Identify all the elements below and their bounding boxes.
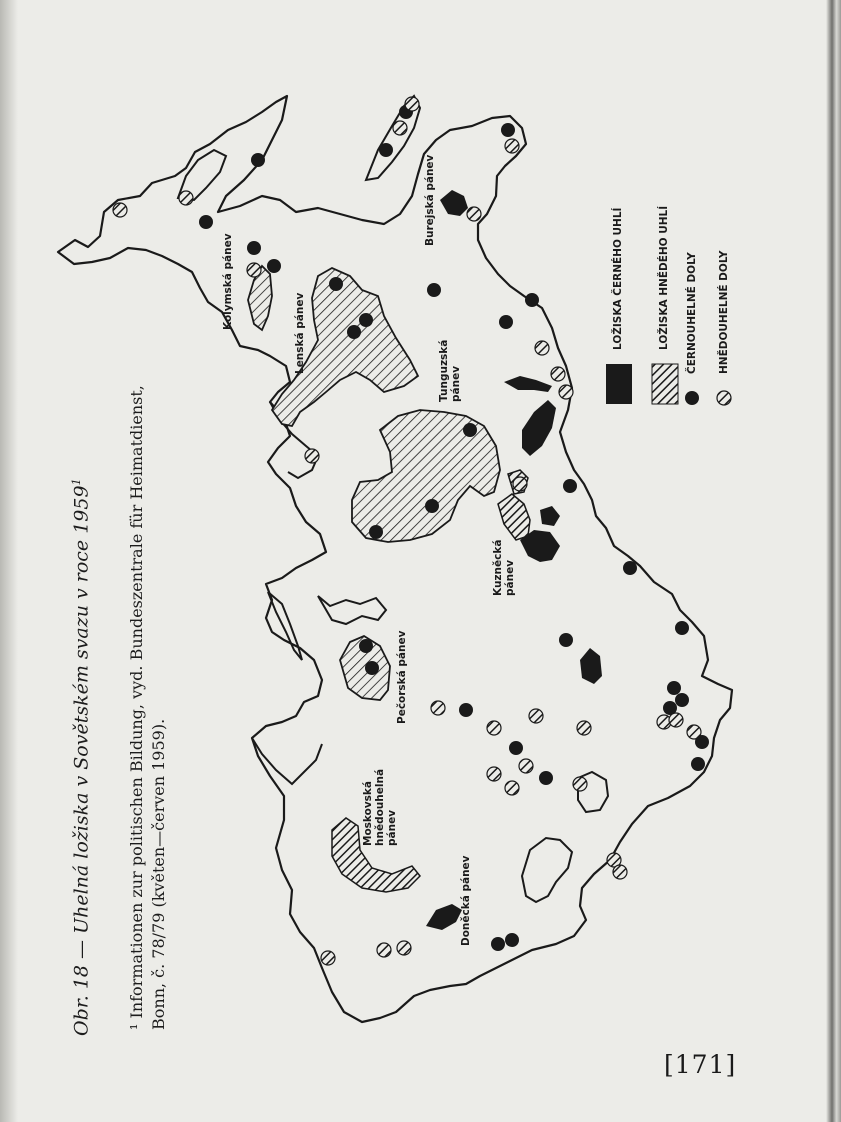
figure-caption: Obr. 18 — Uhelná ložiska v Sovětském svazu v roce 1959$^1$ <box>70 478 93 1036</box>
baikal-black-deposit <box>522 400 556 456</box>
label-tunguzska: Tunguzská pánev <box>438 339 462 402</box>
lake-baikal <box>504 376 552 392</box>
caspian-sea <box>522 838 572 902</box>
legend-label-black-coal-deposits: LOŽISKA ČERNÉHO UHLÍ <box>612 207 624 350</box>
label-kolymska: Kolymská pánev <box>222 233 234 330</box>
legend-hatched-dot-symbol <box>717 391 731 405</box>
legend-label-black-coal-mines: ČERNOUHELNÉ DOLY <box>686 252 698 374</box>
kuznecka-deposit-2 <box>540 506 560 526</box>
label-moskovska: Moskovská hnědouhelná pánev <box>362 768 398 846</box>
page-number: [171] <box>664 1050 737 1079</box>
karaganda-deposit <box>580 648 602 684</box>
legend-black-area-symbol <box>606 364 632 404</box>
legend-black-dot-symbol <box>685 391 699 405</box>
label-pecorska: Pečorská pánev <box>396 630 408 724</box>
novaya-zemlya <box>268 592 302 660</box>
burejska-deposit <box>440 190 468 216</box>
label-lenska: Lenská pánev <box>294 292 306 374</box>
footnote-line-2: Bonn, č. 78/79 (květen—červen 1959). <box>149 718 168 1030</box>
kola-peninsula <box>252 738 322 784</box>
label-burejska: Burejská pánev <box>424 154 436 246</box>
label-donecka: Doněcká pánev <box>460 855 472 946</box>
legend-label-brown-coal-mines: HNĚDOUHELNÉ DOLY <box>718 250 730 374</box>
donecka-deposit <box>426 904 462 930</box>
legend-label-brown-coal-deposits: LOŽISKA HNĚDÉHO UHLÍ <box>658 205 670 350</box>
kuzbass-brown-deposit <box>498 494 530 540</box>
footnote-line-1: ¹ Informationen zur politischen Bildung, vyd. Bundeszentrale für Heimatdienst, <box>127 385 146 1030</box>
arctic-islands <box>318 596 386 624</box>
label-kuznecka: Kuzněcká pánev <box>492 539 516 596</box>
legend-hatched-area-symbol <box>652 364 678 404</box>
footnote <box>126 385 170 1030</box>
tunguzska-deposit <box>352 410 500 542</box>
